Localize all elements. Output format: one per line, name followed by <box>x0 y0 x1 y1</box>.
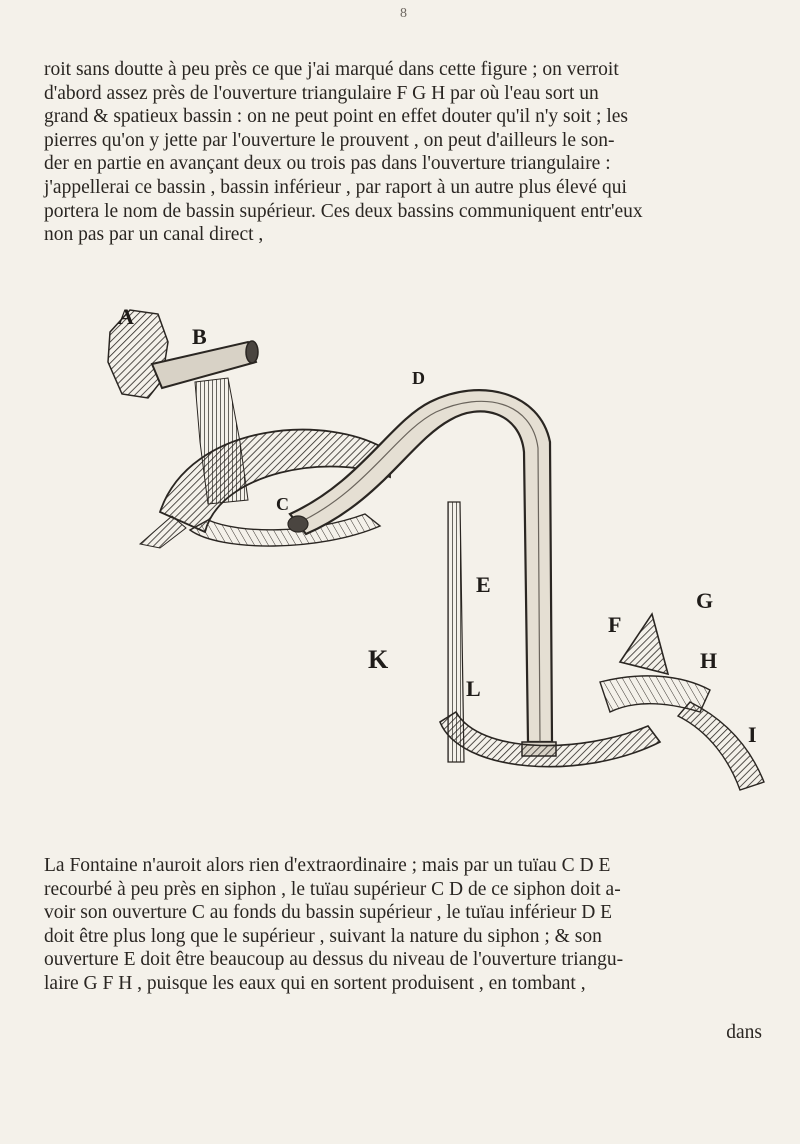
upper-rock <box>108 310 168 398</box>
catchword: dans <box>726 1022 762 1043</box>
text-line: roit sans doutte à peu près ce que j'ai marqué dans cette figure ; on verroit <box>44 59 619 80</box>
label-f: F <box>608 612 622 637</box>
text-line: d'abord assez près de l'ouverture triangulaire F G H par où l'eau sort un <box>44 82 599 104</box>
text-line: voir son ouverture C au fonds du bassin supérieur , le tuïau inférieur D E <box>44 902 613 924</box>
paragraph-bottom <box>44 854 768 996</box>
text-line: non pas par un canal direct , <box>44 224 264 246</box>
text-line: La Fontaine n'auroit alors rien d'extraordinaire ; mais par un tuïau C D E <box>44 855 611 876</box>
text-line: doit être plus long que le supérieur , suivant la nature du siphon ; & son <box>44 925 602 947</box>
label-c: C <box>276 494 289 514</box>
label-k: K <box>368 645 389 674</box>
text-line: pierres qu'on y jette par l'ouverture le prouvent , on peut d'ailleurs le son- <box>44 129 615 151</box>
paragraph-top <box>44 58 768 247</box>
text-line: der en partie en avançant deux ou trois pas dans l'ouverture triangulaire : <box>44 153 611 175</box>
label-i: I <box>748 722 757 747</box>
siphon-engraving <box>100 302 800 802</box>
label-a: A <box>118 304 134 329</box>
label-d: D <box>412 368 425 388</box>
text-line: grand & spatieux bassin : on ne peut point en effet douter qu'il n'y soit ; les <box>44 106 628 128</box>
text-line: ouverture E doit être beaucoup au dessus du niveau de l'ouverture triangu- <box>44 949 624 971</box>
text-line: j'appellerai ce bassin , bassin inférieur , par raport à un autre plus élevé qui <box>44 176 627 198</box>
text-line: laire G F H , puisque les eaux qui en sortent produisent , en tombant , <box>44 972 586 994</box>
text-line: recourbé à peu près en siphon , le tuïau supérieur C D de ce siphon doit a- <box>44 878 621 900</box>
label-e: E <box>476 572 491 597</box>
label-b: B <box>192 324 207 349</box>
text-line: portera le nom de bassin supérieur. Ces deux bassins communiquent entr'eux <box>44 200 643 222</box>
label-l: L <box>466 676 481 701</box>
siphon-figure <box>100 302 800 802</box>
label-h: H <box>700 648 718 673</box>
label-g: G <box>696 588 714 613</box>
page-number: 8 <box>400 6 407 21</box>
